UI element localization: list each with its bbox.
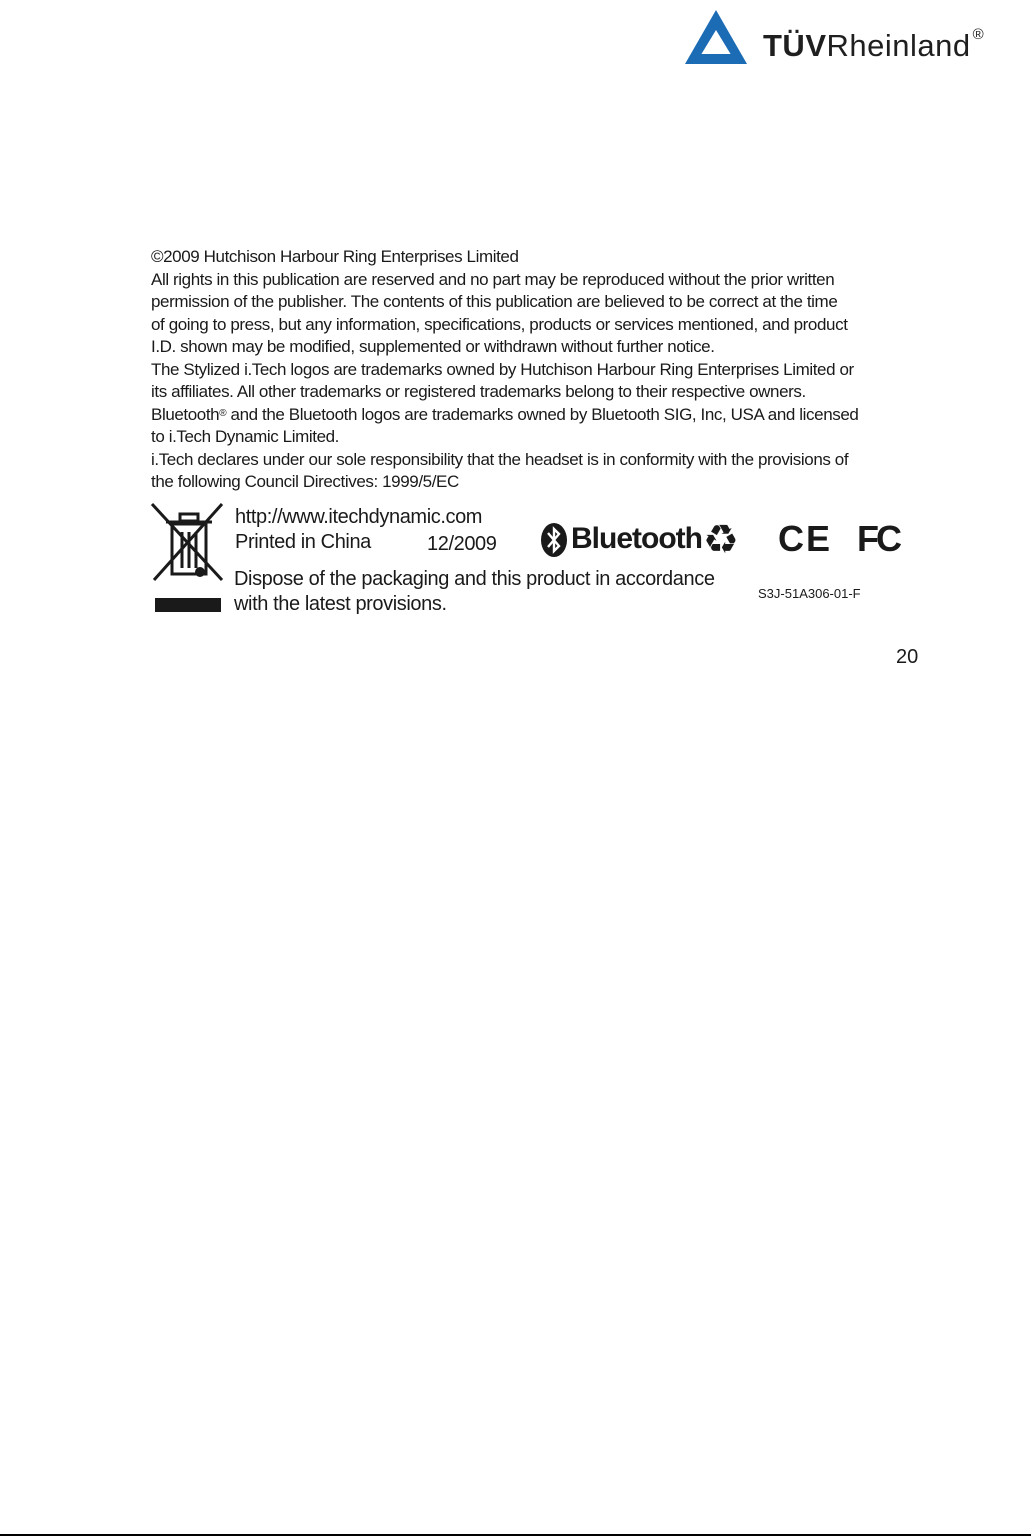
- bluetooth-word: Bluetooth: [151, 404, 220, 424]
- weee-crossed-bin-icon: [150, 502, 226, 614]
- printed-in: Printed in China: [235, 531, 371, 553]
- legal-line: permission of the publisher. The contents of this publication are believed to be correct at the time: [151, 292, 838, 311]
- logo-text: [763, 28, 984, 64]
- tuv-rheinland-logo: [683, 8, 1013, 68]
- legal-line-bluetooth: [151, 404, 911, 427]
- legal-line: I.D. shown may be modified, supplemented or withdrawn without further notice.: [151, 337, 715, 356]
- print-date: 12/2009: [427, 533, 497, 555]
- logo-text-bold: TÜV: [763, 28, 827, 63]
- website-url: http://www.itechdynamic.com: [235, 506, 483, 528]
- legal-line: of going to press, but any information, specifications, products or services mentioned, and product: [151, 314, 848, 334]
- fcc-mark: FC: [857, 518, 899, 559]
- page-number: 20: [896, 646, 919, 668]
- legal-line: its affiliates. All other trademarks or registered trademarks belong to their respective owners.: [151, 382, 806, 401]
- bluetooth-logo: [540, 520, 702, 562]
- legal-line: the following Council Directives: 1999/5/EC: [151, 472, 459, 491]
- dispose-notice-line2: with the latest provisions.: [234, 593, 447, 615]
- product-code: S3J-51A306-01-F: [758, 586, 861, 601]
- legal-line: All rights in this publication are reserved and no part may be reproduced without the prior written: [151, 269, 835, 289]
- bluetooth-registered-mark: ®: [219, 407, 227, 419]
- legal-notice: [151, 246, 911, 494]
- ce-mark: CE: [778, 518, 833, 559]
- recycle-icon: ♻: [703, 518, 739, 562]
- bluetooth-wordmark: Bluetooth: [571, 522, 702, 555]
- legal-line: i.Tech declares under our sole responsibility that the headset is in conformity with the provisions of: [151, 449, 849, 469]
- legal-line: to i.Tech Dynamic Limited.: [151, 427, 340, 446]
- bluetooth-rune-icon: [540, 522, 568, 558]
- legal-line: The Stylized i.Tech logos are trademarks owned by Hutchison Harbour Ring Enterprises Limited or: [151, 359, 854, 379]
- legal-line: ©2009 Hutchison Harbour Ring Enterprises Limited: [151, 247, 519, 266]
- dispose-notice-line1: Dispose of the packaging and this product in accordance: [234, 568, 715, 590]
- bottom-rule: [0, 1534, 1031, 1536]
- tuv-triangle-icon: [683, 8, 749, 66]
- bluetooth-line-rest: and the Bluetooth logos are trademarks owned by Bluetooth SIG, Inc, USA and licensed: [226, 404, 859, 424]
- registered-mark: ®: [972, 26, 985, 43]
- logo-text-regular: Rheinland: [826, 28, 971, 63]
